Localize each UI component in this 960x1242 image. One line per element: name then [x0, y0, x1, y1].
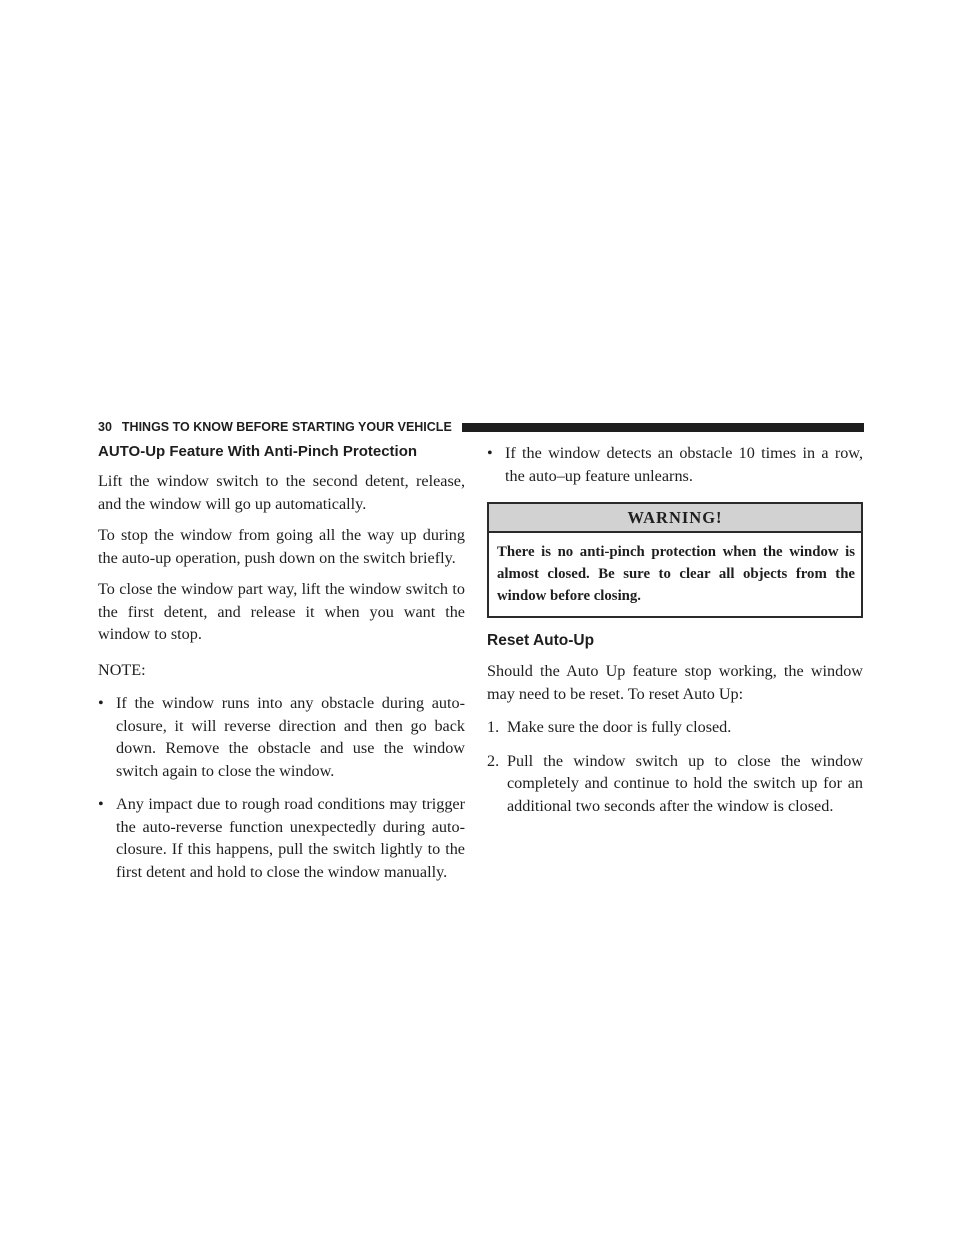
- right-column: [487, 442, 863, 817]
- list-item: [487, 750, 863, 818]
- anti-pinch-heading: AUTO-Up Feature With Anti-Pinch Protection: [98, 443, 418, 460]
- warning-title: WARNING!: [489, 504, 861, 533]
- list-item-text: If the window detects an obstacle 10 times in a row, the auto–up feature unlearns.: [505, 444, 863, 485]
- list-item-text: Any impact due to rough road conditions may trigger the auto-reverse function unexpectedly during auto-closure. If this happens, pull the switch lightly to the first detent and hold to close the window manually.: [116, 795, 465, 881]
- left-column: [98, 442, 465, 883]
- bullet-icon: •: [98, 694, 104, 712]
- list-item: [98, 692, 465, 782]
- reset-auto-up-heading: Reset Auto-Up: [487, 632, 595, 649]
- list-item-text: Make sure the door is fully closed.: [507, 718, 732, 736]
- paragraph: To stop the window from going all the way up during the auto-up operation, push down on the switch briefly.: [98, 526, 465, 567]
- page-header: [98, 416, 864, 438]
- page-number: 30: [98, 420, 112, 434]
- warning-text: There is no anti-pinch protection when the window is almost closed. Be sure to clear all objects from the window before closing.: [497, 544, 855, 604]
- step-number: 1.: [487, 718, 500, 736]
- list-item: [98, 793, 465, 883]
- step-number: 2.: [487, 751, 500, 770]
- section-title: THINGS TO KNOW BEFORE STARTING YOUR VEHICLE: [121, 420, 452, 434]
- list-item-text: If the window runs into any obstacle during auto-closure, it will reverse direction and then go back down. Remove the obstacle and use the window switch again to close the window.: [116, 694, 465, 780]
- note-label: NOTE:: [98, 660, 146, 679]
- paragraph: To close the window part way, lift the window switch to the first detent, and release it when you want the window to stop.: [98, 580, 465, 643]
- list-item: [487, 442, 863, 487]
- bullet-icon: •: [487, 444, 493, 462]
- warning-box: [487, 502, 863, 618]
- bullet-icon: •: [98, 795, 104, 813]
- header-rule: [462, 423, 864, 432]
- list-item-text: Pull the window switch up to close the window completely and continue to hold the switch up for an additional two seconds after the window is closed.: [507, 751, 863, 815]
- list-item: [487, 716, 863, 739]
- paragraph: Should the Auto Up feature stop working, the window may need to be reset. To reset Auto Up:: [487, 662, 863, 703]
- paragraph: Lift the window switch to the second detent, release, and the window will go up automatically.: [98, 472, 465, 513]
